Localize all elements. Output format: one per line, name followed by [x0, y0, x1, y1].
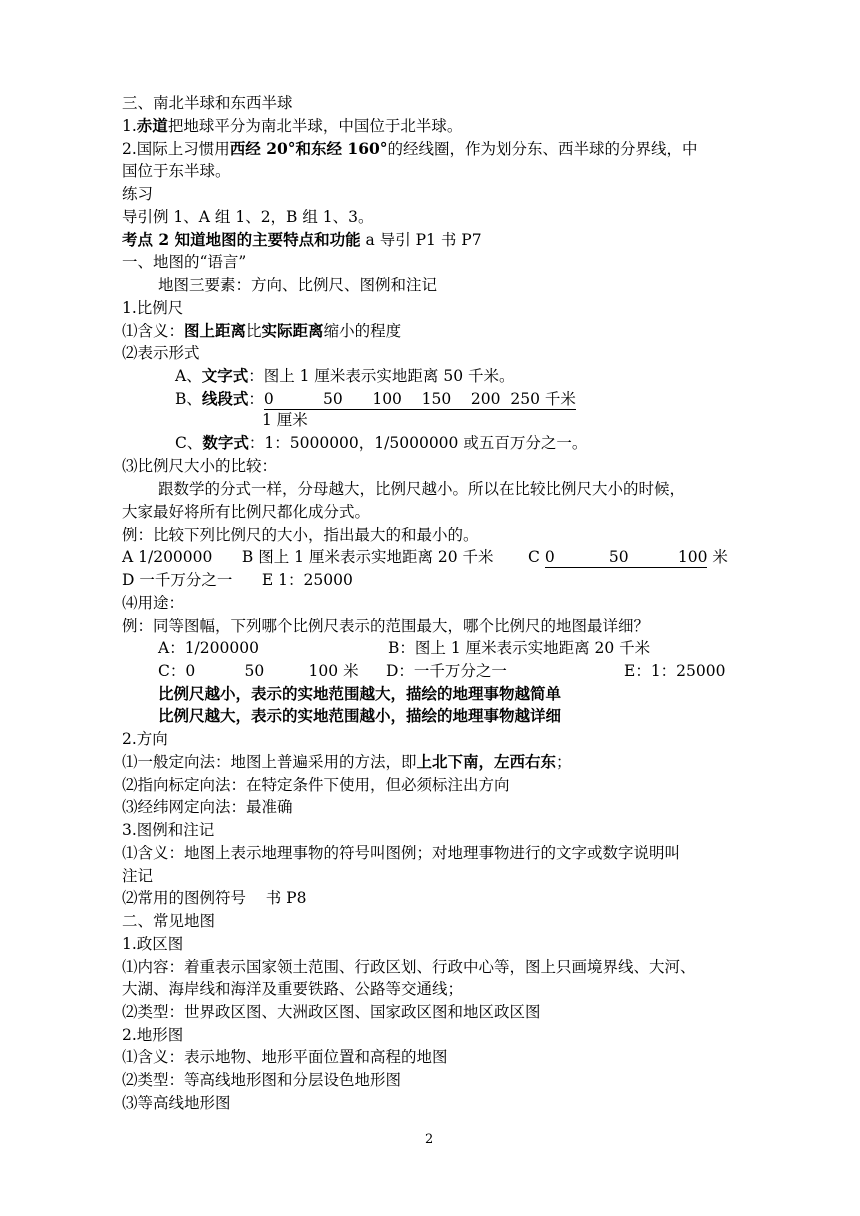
text: A、	[175, 367, 202, 385]
text: 比	[246, 322, 262, 340]
example-use: 例：同等图幅，下列哪个比例尺表示的范围最大，哪个比例尺的地图最详细？	[122, 617, 650, 635]
option-d: D：一千万分之一	[386, 662, 507, 680]
option-e: E：1：25000	[624, 662, 726, 680]
example-compare: 例：比较下列比例尺的大小，指出最大的和最小的。	[122, 526, 479, 544]
subheading-topographic-map: 2.地形图	[122, 1026, 184, 1044]
bold-text: 考点 2 知道地图的主要特点和功能	[122, 230, 361, 249]
practice-items: 导引例 1、A 组 1、2，B 组 1、3。	[122, 208, 374, 226]
political-content-1: ⑴内容：着重表示国家领土范围、行政区划、行政中心等，图上只画境界线、大河、	[122, 958, 696, 976]
text: 1.	[122, 117, 137, 135]
topographic-meaning: ⑴含义：表示地物、地形平面位置和高程的地图	[122, 1048, 448, 1066]
text: ⑴含义：	[122, 322, 185, 340]
subheading-scale: 1.比例尺	[122, 299, 184, 317]
line-scale-bar: 0 50 100 150 200 250 千米	[263, 390, 576, 408]
practice-heading: 练习	[122, 185, 154, 203]
direction-general	[122, 751, 572, 773]
form-text-scale	[175, 365, 515, 387]
subheading-legend: 3.图例和注记	[122, 821, 215, 839]
direction-arrow: ⑵指向标定向法：在特定条件下使用，但必须标注出方向	[122, 776, 510, 794]
direction-grid: ⑶经纬网定向法：最准确	[122, 798, 293, 816]
line-scale-unit-label: 1 厘米	[262, 411, 308, 429]
political-content-2: 大湖、海岸线和海洋及重要铁路、公路等交通线；	[122, 980, 464, 998]
paragraph-scale-meaning	[122, 320, 401, 342]
text: 缩小的程度	[323, 322, 402, 340]
text: A 1/200000 B 图上 1 厘米表示实地距离 20 千米 C	[122, 548, 545, 566]
bold-text: 上北下南，左西右东	[416, 752, 557, 771]
form-numeric-scale	[175, 432, 587, 454]
subheading-direction: 2.方向	[122, 730, 168, 748]
bold-text: 西经 20°和东经 160°	[229, 139, 388, 158]
example-options-de: D 一千万分之一 E 1：25000	[122, 571, 353, 589]
option-a: A：1/200000	[158, 639, 259, 657]
subheading-compare: ⑶比例尺大小的比较：	[122, 457, 278, 475]
text: ：图上 1 厘米表示实地距离 50 千米。	[248, 367, 515, 385]
section-heading-map-language: 一、地图的“语言”	[122, 253, 247, 271]
text: 的经线圈，作为划分东、西半球的分界线，中	[387, 140, 698, 158]
text: 米	[707, 548, 728, 566]
subheading-forms: ⑵表示形式	[122, 344, 200, 362]
bold-text: 数字式	[202, 433, 249, 452]
line-scale-bar: 0 50 100	[544, 548, 708, 566]
text: ⑴一般定向法：地图上普遍采用的方法，即	[122, 753, 417, 771]
bold-text: 赤道	[136, 116, 168, 135]
text: ：1：5000000，1/5000000 或五百万分之一。	[248, 434, 588, 452]
text: ：	[248, 390, 264, 408]
text: 2.国际上习惯用	[122, 140, 230, 158]
text: a 导引 P1 书 P7	[360, 231, 482, 249]
option-b: B：图上 1 厘米表示实地距离 20 千米	[388, 639, 651, 657]
text: C、	[175, 434, 203, 452]
paragraph-compare-2: 大家最好将所有比例尺都化成分式。	[122, 503, 371, 521]
section-heading-common-maps: 二、常见地图	[122, 912, 216, 930]
bold-text: 文字式	[201, 366, 249, 385]
option-c: C：0 50 100 米	[158, 662, 359, 680]
text: B、	[175, 390, 202, 408]
paragraph-continuation: 国位于东半球。	[122, 162, 231, 180]
topic-heading	[122, 229, 482, 251]
bold-text: 图上距离	[184, 321, 247, 340]
form-line-scale	[175, 388, 576, 410]
paragraph-three-elements: 地图三要素：方向、比例尺、图例和注记	[158, 276, 438, 294]
section-heading-hemispheres: 三、南北半球和东西半球	[122, 94, 293, 112]
bold-text: 线段式	[201, 389, 249, 408]
page-number: 2	[425, 1132, 434, 1147]
paragraph-compare-1: 跟数学的分式一样，分母越大，比例尺越小。所以在比较比例尺大小的时候，	[158, 480, 686, 498]
legend-symbols: ⑵常用的图例符号 书 P8	[122, 889, 307, 907]
conclusion-large-scale: 比例尺越大，表示的实地范围越小，描绘的地理事物越详细	[158, 706, 562, 725]
subheading-use: ⑷用途：	[122, 594, 185, 612]
legend-meaning-2: 注记	[122, 867, 154, 885]
example-options-abc	[122, 546, 728, 568]
paragraph-meridians	[122, 138, 698, 160]
bold-text: 实际距离	[261, 321, 324, 340]
text: ；	[556, 753, 572, 771]
legend-meaning-1: ⑴含义：地图上表示地理事物的符号叫图例；对地理事物进行的文字或数字说明叫	[122, 844, 681, 862]
conclusion-small-scale: 比例尺越小，表示的实地范围越大，描绘的地理事物越简单	[158, 684, 562, 703]
political-types: ⑵类型：世界政区图、大洲政区图、国家政区图和地区政区图	[122, 1003, 541, 1021]
contour-map-heading: ⑶等高线地形图	[122, 1094, 231, 1112]
topographic-types: ⑵类型：等高线地形图和分层设色地形图	[122, 1071, 402, 1089]
text: 把地球平分为南北半球，中国位于北半球。	[167, 117, 463, 135]
paragraph-equator	[122, 115, 462, 137]
subheading-political-map: 1.政区图	[122, 935, 184, 953]
